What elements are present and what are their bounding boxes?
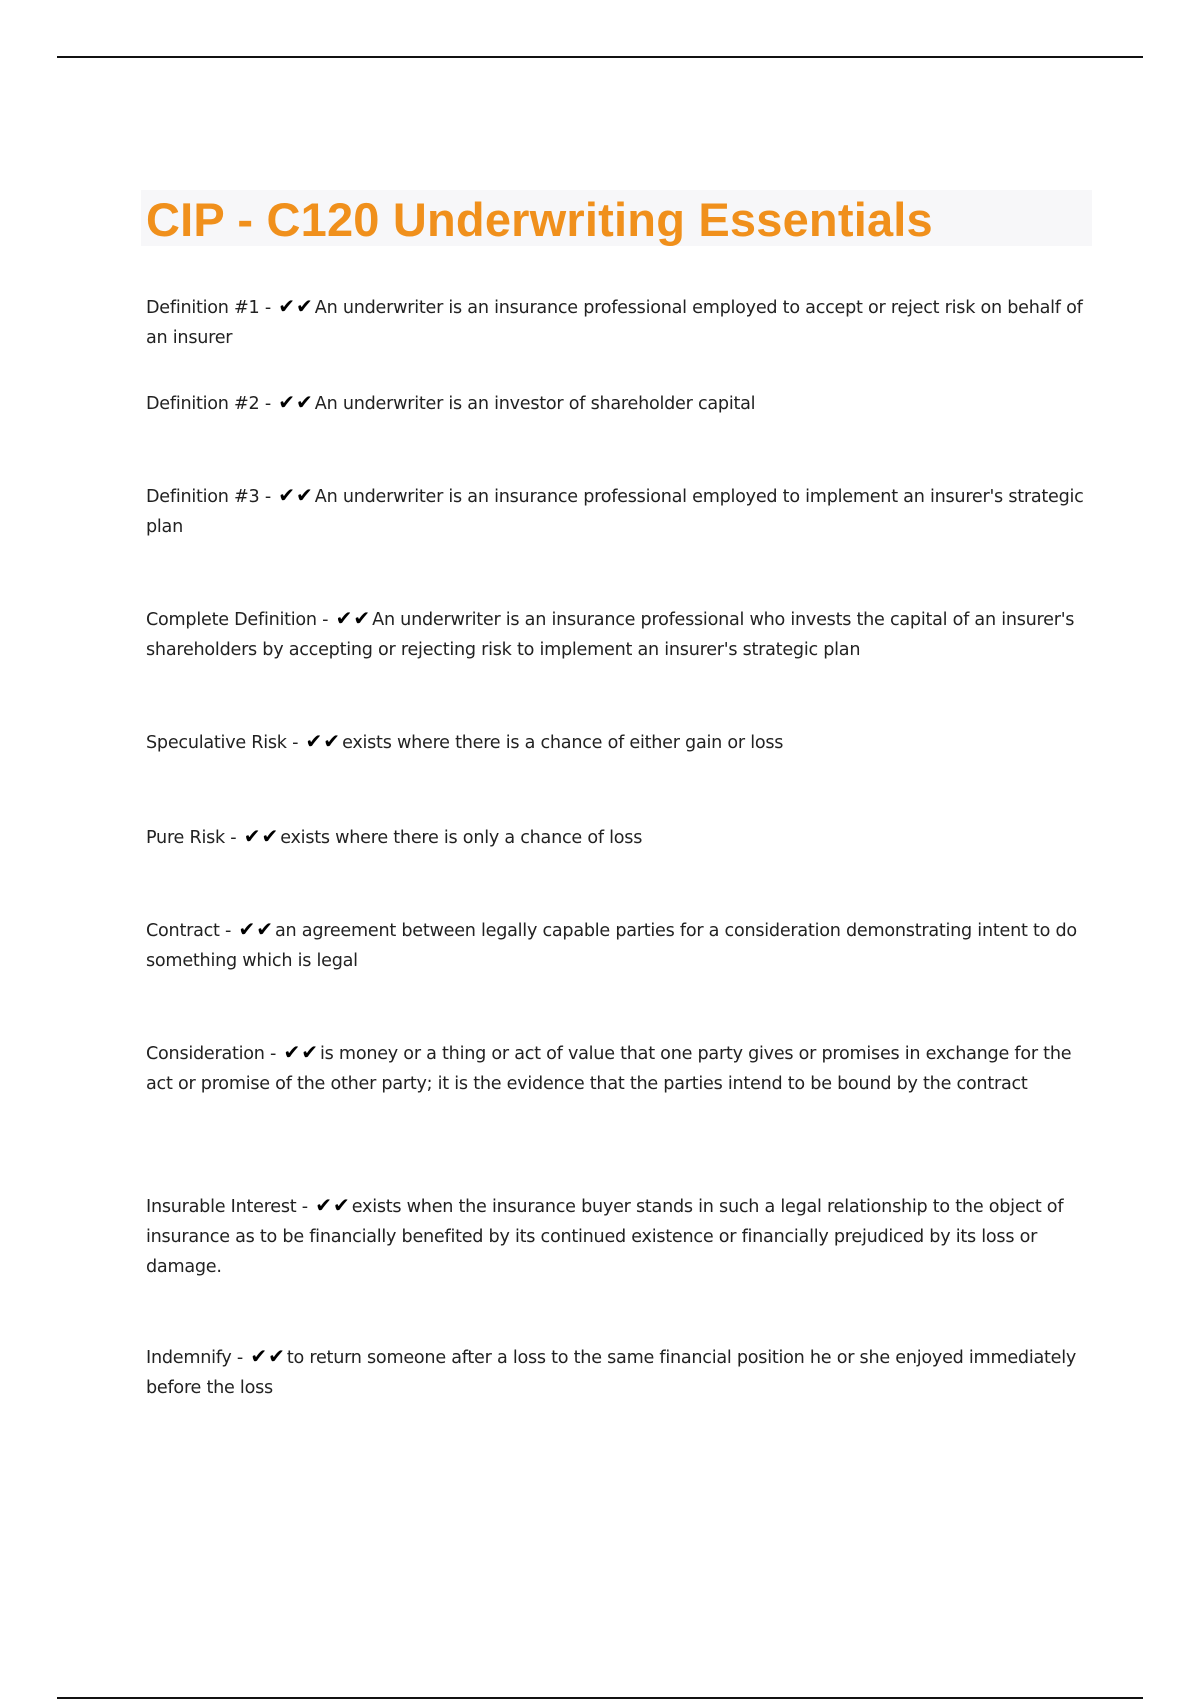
entry-term: Speculative Risk - <box>146 733 299 753</box>
definition-entry <box>146 821 1096 914</box>
check-icon: ✔ <box>268 1344 286 1368</box>
entry-definition: exists when the insurance buyer stands in such a legal relationship to the object of insurance as to be financially benefited by its continued existence or financially prejudiced by its loss or damage. <box>146 1197 1064 1277</box>
check-icon: ✔ <box>353 606 372 630</box>
double-check-icon <box>244 821 280 851</box>
top-rule <box>57 56 1143 58</box>
check-icon: ✔ <box>323 729 342 753</box>
check-icon: ✔ <box>243 824 262 848</box>
check-icon: ✔ <box>305 729 324 753</box>
check-icon: ✔ <box>278 294 297 318</box>
double-check-icon <box>306 726 342 756</box>
entry-definition: is money or a thing or act of value that one party gives or promises in exchange for the act or promise of the other party; it is the evidence that the parties intend to be bound by the contract <box>146 1044 1072 1094</box>
entry-term: Definition #3 - <box>146 487 271 507</box>
bottom-rule <box>57 1697 1143 1699</box>
entry-term: Indemnify - <box>146 1348 243 1368</box>
entry-definition: An underwriter is an investor of shareholder capital <box>314 394 756 414</box>
definition-entry <box>146 603 1096 726</box>
entry-definition: an agreement between legally capable parties for a consideration demonstrating intent to do something which is legal <box>146 921 1077 971</box>
check-icon: ✔ <box>256 917 275 941</box>
entry-definition: exists where there is only a chance of loss <box>280 828 643 848</box>
entry-term: Consideration - <box>146 1044 277 1064</box>
check-icon: ✔ <box>301 1040 320 1064</box>
entry-term: Insurable Interest - <box>146 1197 308 1217</box>
double-check-icon <box>238 914 274 944</box>
definition-entry <box>146 726 1096 821</box>
entry-term: Contract - <box>146 921 232 941</box>
definition-entry <box>146 387 1096 480</box>
double-check-icon <box>278 291 314 321</box>
definition-entry <box>146 1190 1096 1341</box>
check-icon: ✔ <box>283 1040 302 1064</box>
check-icon: ✔ <box>296 390 314 414</box>
entry-definition: An underwriter is an insurance professional who invests the capital of an insurer's shareholders by accepting or rejecting risk to implement an insurer's strategic plan <box>146 610 1075 660</box>
check-icon: ✔ <box>238 917 257 941</box>
check-icon: ✔ <box>250 1344 269 1368</box>
definition-entry <box>146 914 1096 1037</box>
check-icon: ✔ <box>278 390 297 414</box>
check-icon: ✔ <box>296 483 314 507</box>
entry-term: Definition #1 - <box>146 298 271 318</box>
double-check-icon <box>278 387 314 417</box>
definition-entry <box>146 291 1096 387</box>
double-check-icon <box>278 480 314 510</box>
entry-definition: An underwriter is an insurance professional employed to accept or reject risk on behalf of an insurer <box>146 298 1083 348</box>
check-icon: ✔ <box>296 294 314 318</box>
entry-term: Complete Definition - <box>146 610 329 630</box>
double-check-icon <box>336 603 372 633</box>
double-check-icon <box>315 1190 351 1220</box>
document-title: CIP - C120 Underwriting Essentials <box>146 193 933 246</box>
check-icon: ✔ <box>315 1193 333 1217</box>
check-icon: ✔ <box>335 606 354 630</box>
entry-definition: exists where there is a chance of either gain or loss <box>342 733 784 753</box>
entry-term: Pure Risk - <box>146 828 237 848</box>
entry-term: Definition #2 - <box>146 394 271 414</box>
check-icon: ✔ <box>278 483 297 507</box>
definition-entry <box>146 1341 1096 1411</box>
definition-entry <box>146 1037 1096 1190</box>
check-icon: ✔ <box>261 824 280 848</box>
double-check-icon <box>250 1341 286 1371</box>
check-icon: ✔ <box>333 1193 351 1217</box>
definition-entry <box>146 480 1096 603</box>
entry-definition: to return someone after a loss to the same financial position he or she enjoyed immediately before the loss <box>146 1348 1077 1398</box>
entry-definition: An underwriter is an insurance professional employed to implement an insurer's strategic plan <box>146 487 1084 537</box>
double-check-icon <box>284 1037 320 1067</box>
definition-list <box>146 291 1096 1411</box>
